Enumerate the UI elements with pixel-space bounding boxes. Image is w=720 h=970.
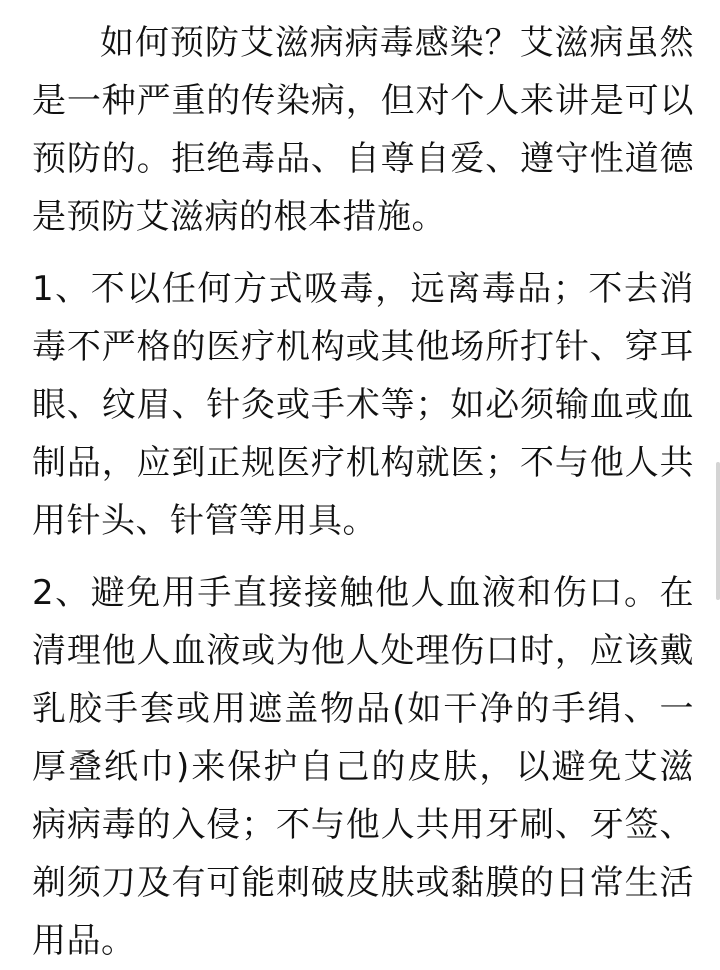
- prevention-item-2: 2、避免用手直接接触他人血液和伤口。在清理他人血液或为他人处理伤口时，应该戴乳胶手套或用遮盖物品(如干净的手绢、一厚叠纸巾)来保护自己的皮肤，以避免艾滋病病毒的入侵；不与他人共用牙刷、牙签、剃须刀及有可能刺破皮肤或黏膜的日常生活用品。: [32, 573, 694, 961]
- prevention-item-1: 1、不以任何方式吸毒，远离毒品；不去消毒不严格的医疗机构或其他场所打针、穿耳眼、纹眉、针灸或手术等；如必须输血或血制品，应到正规医疗机构就医；不与他人共用针头、针管等用具。: [32, 269, 694, 541]
- scrollbar[interactable]: [716, 462, 720, 600]
- article-body: [32, 14, 694, 970]
- intro-paragraph: 如何预防艾滋病病毒感染？艾滋病虽然是一种严重的传染病，但对个人来讲是可以预防的。拒绝毒品、自尊自爱、遵守性道德是预防艾滋病的根本措施。: [32, 23, 694, 237]
